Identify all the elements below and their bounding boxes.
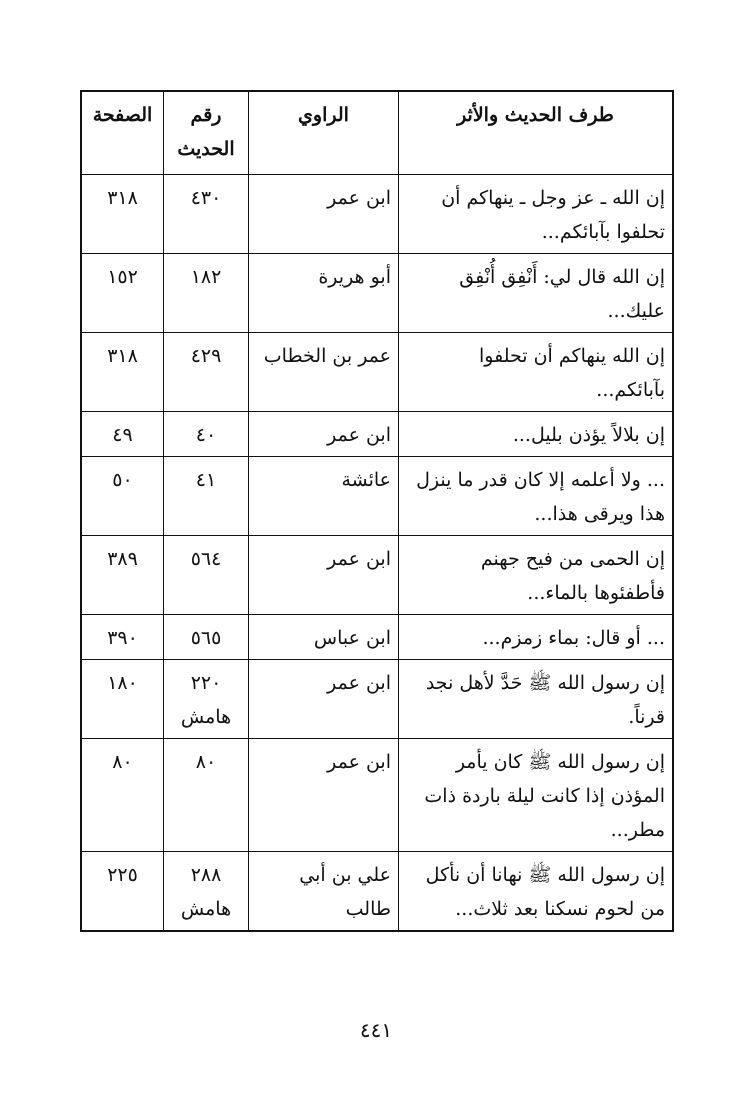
- row-number-value: ٨٠: [195, 751, 217, 773]
- row-text: إن الله قال لي: أَنْفِق أُنْفِق عليك...: [399, 254, 674, 333]
- table-body: [81, 175, 673, 932]
- row-page: ٢٢٥: [81, 852, 164, 932]
- row-number-value: ١٨٢: [190, 266, 222, 288]
- row-text: إن رسول الله ﷺ نهانا أن نأكل من لحوم نسكنا بعد ثلاث...: [399, 852, 674, 932]
- row-page: ٣٨٩: [81, 536, 164, 615]
- row-number-value: ٢٢٠: [190, 672, 222, 694]
- row-page: ١٨٠: [81, 660, 164, 739]
- row-page: ٣١٨: [81, 333, 164, 412]
- row-text: إن رسول الله ﷺ كان يأمر المؤذن إذا كانت ليلة باردة ذات مطر...: [399, 739, 674, 852]
- header-narrator: الراوي: [249, 91, 399, 175]
- row-text: إن الله ـ عز وجل ـ ينهاكم أن تحلفوا بآبائكم...: [399, 175, 674, 254]
- row-text: ... أو قال: بماء زمزم...: [399, 615, 674, 660]
- row-number: [164, 412, 249, 457]
- table-row: [81, 615, 673, 660]
- row-number: [164, 660, 249, 739]
- row-text: إن بلالاً يؤذن بليل...: [399, 412, 674, 457]
- header-text: طرف الحديث والأثر: [399, 91, 674, 175]
- row-footnote-note: هامش: [180, 898, 232, 920]
- row-number: [164, 536, 249, 615]
- table-row: [81, 660, 673, 739]
- hadith-index-table: [80, 90, 674, 932]
- row-number-value: ٤١: [195, 469, 217, 491]
- table-header-row: [81, 91, 673, 175]
- row-number: [164, 175, 249, 254]
- table-row: [81, 536, 673, 615]
- table-row: [81, 457, 673, 536]
- row-number-value: ٥٦٥: [190, 627, 222, 649]
- row-page: ٥٠: [81, 457, 164, 536]
- header-page: الصفحة: [81, 91, 164, 175]
- row-page: ٤٩: [81, 412, 164, 457]
- row-page: ٨٠: [81, 739, 164, 852]
- row-number: [164, 333, 249, 412]
- row-text: إن الحمى من فيح جهنم فأطفئوها بالماء...: [399, 536, 674, 615]
- row-narrator: علي بن أبي طالب: [249, 852, 399, 932]
- row-number-value: ٤٠: [195, 424, 217, 446]
- row-footnote-note: هامش: [180, 706, 232, 728]
- table-row: [81, 333, 673, 412]
- row-text: إن رسول الله ﷺ حَدَّ لأهل نجد قرناً.: [399, 660, 674, 739]
- row-page: ٣١٨: [81, 175, 164, 254]
- row-number: [164, 852, 249, 932]
- row-number-value: ٥٦٤: [190, 548, 222, 570]
- row-text: إن الله ينهاكم أن تحلفوا بآبائكم...: [399, 333, 674, 412]
- row-narrator: عمر بن الخطاب: [249, 333, 399, 412]
- table-row: [81, 739, 673, 852]
- header-hadith-number: رقم الحديث: [164, 91, 249, 175]
- table-row: [81, 254, 673, 333]
- table-row: [81, 412, 673, 457]
- row-narrator: ابن عباس: [249, 615, 399, 660]
- row-narrator: ابن عمر: [249, 660, 399, 739]
- row-text: ... ولا أعلمه إلا كان قدر ما ينزل هذا ويرقى هذا...: [399, 457, 674, 536]
- table-row: [81, 175, 673, 254]
- row-number: [164, 615, 249, 660]
- row-narrator: ابن عمر: [249, 175, 399, 254]
- page-number: ٤٤١: [359, 1018, 393, 1042]
- row-page: ٣٩٠: [81, 615, 164, 660]
- row-number: [164, 739, 249, 852]
- row-narrator: عائشة: [249, 457, 399, 536]
- row-narrator: ابن عمر: [249, 739, 399, 852]
- row-number-value: ٤٢٩: [190, 345, 222, 367]
- row-narrator: ابن عمر: [249, 412, 399, 457]
- row-number-value: ٢٨٨: [190, 864, 222, 886]
- row-number: [164, 254, 249, 333]
- row-narrator: أبو هريرة: [249, 254, 399, 333]
- table-row: [81, 852, 673, 932]
- row-number-value: ٤٣٠: [190, 187, 222, 209]
- row-narrator: ابن عمر: [249, 536, 399, 615]
- row-number: [164, 457, 249, 536]
- row-page: ١٥٢: [81, 254, 164, 333]
